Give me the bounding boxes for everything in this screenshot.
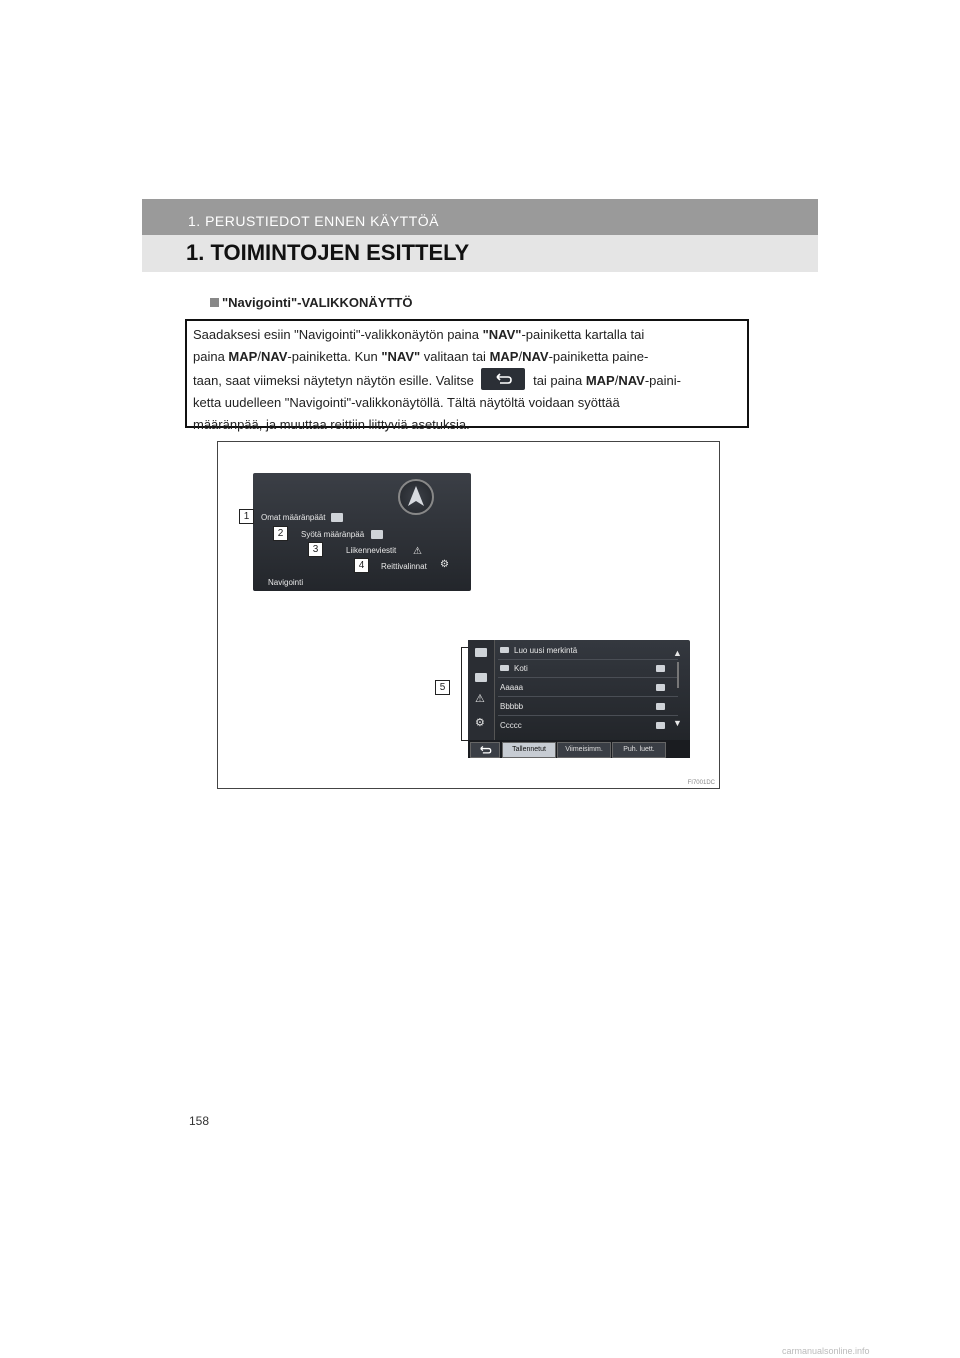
menu-item-own-destinations: Omat määränpäät bbox=[261, 513, 326, 522]
note-text: määränpää, ja muuttaa reittiin liittyviä asetuksia. bbox=[193, 417, 470, 432]
note-text: -painiketta. Kun bbox=[287, 349, 382, 364]
callout-1: 1 bbox=[239, 509, 254, 524]
destinations-icon bbox=[331, 513, 343, 522]
list-item-label: Bbbbb bbox=[500, 702, 524, 711]
note-text: / bbox=[614, 373, 619, 388]
note-text: / bbox=[518, 349, 523, 364]
note-key: "NAV" bbox=[482, 327, 522, 342]
note-text: tai paina bbox=[529, 373, 586, 388]
callout-4: 4 bbox=[354, 558, 369, 573]
note-key: MAP bbox=[489, 349, 519, 364]
note-key: MAP bbox=[228, 349, 258, 364]
new-entry-icon bbox=[500, 647, 509, 653]
tab-recent: Viimeisimm. bbox=[557, 742, 611, 758]
home-icon bbox=[500, 665, 509, 671]
scroll-down-icon: ▼ bbox=[673, 718, 682, 728]
keyboard-icon bbox=[475, 673, 487, 682]
note-key: NAV bbox=[618, 373, 645, 388]
instruction-box bbox=[185, 319, 749, 432]
note-text: -painiketta kartalla tai bbox=[521, 327, 645, 342]
keyboard-icon bbox=[371, 530, 383, 539]
callout-5: 5 bbox=[435, 680, 450, 695]
menu-item-route-options: Reittivalinnat bbox=[381, 562, 427, 571]
note-text: taan, saat viimeksi näytetyn näytön esille. Valitse bbox=[193, 373, 478, 388]
callout-3: 3 bbox=[308, 542, 323, 557]
callout-bracket bbox=[461, 647, 468, 741]
traffic-warning-icon: ⚠ bbox=[475, 693, 485, 705]
gear-icon: ⚙ bbox=[440, 559, 449, 570]
gear-icon: ⚙ bbox=[475, 717, 485, 729]
watermark: carmanualsonline.info bbox=[782, 1346, 870, 1356]
figure-navigation-screens bbox=[217, 441, 720, 789]
edit-icon bbox=[656, 722, 665, 729]
note-text: ketta uudelleen "Navigointi"-valikkonäytöllä. Tältä näytöltä voidaan syöttää bbox=[193, 395, 620, 410]
screen-title-navigation: Navigointi bbox=[268, 578, 304, 587]
note-text: valitaan tai bbox=[420, 349, 490, 364]
list-item-label: Luo uusi merkintä bbox=[514, 646, 578, 655]
back-arrow-icon bbox=[493, 372, 513, 386]
note-key: "NAV" bbox=[381, 349, 421, 364]
section-title: 1. TOIMINTOJEN ESITTELY bbox=[186, 240, 470, 265]
destination-list-screen bbox=[468, 640, 690, 758]
subheading-text: "Navigointi"-VALIKKONÄYTTÖ bbox=[222, 295, 413, 310]
scrollbar-thumb bbox=[677, 662, 679, 688]
back-button-image bbox=[470, 742, 500, 758]
menu-item-traffic: Liikenneviestit bbox=[346, 546, 397, 555]
tab-phonebook: Puh. luett. bbox=[612, 742, 666, 758]
figure-id: FI7001DC bbox=[687, 780, 715, 786]
edit-icon bbox=[656, 684, 665, 691]
tab-bar bbox=[468, 740, 690, 758]
list-sidebar bbox=[468, 640, 495, 740]
scroll-up-icon: ▲ bbox=[673, 648, 682, 658]
note-key: NAV bbox=[260, 349, 288, 364]
subheading bbox=[210, 295, 412, 310]
note-text: -painiketta paine- bbox=[548, 349, 649, 364]
note-key: MAP bbox=[585, 373, 615, 388]
list-item bbox=[498, 660, 678, 678]
compass-arrow-icon bbox=[398, 479, 434, 515]
back-button-image bbox=[481, 368, 525, 390]
note-text: / bbox=[257, 349, 261, 364]
list-item-label: Ccccc bbox=[500, 721, 522, 730]
note-key: NAV bbox=[522, 349, 549, 364]
traffic-warning-icon: ⚠ bbox=[413, 546, 422, 557]
note-text: Saadaksesi esiin "Navigointi"-valikkonäytön paina bbox=[193, 327, 483, 342]
list-item-label: Aaaaa bbox=[500, 683, 524, 692]
destinations-icon bbox=[475, 648, 487, 657]
list-item bbox=[498, 698, 678, 716]
page-number: 158 bbox=[189, 1114, 210, 1128]
note-text: paina bbox=[193, 349, 229, 364]
back-arrow-icon bbox=[477, 745, 493, 755]
list-item bbox=[498, 642, 678, 660]
list-item-label: Koti bbox=[514, 664, 528, 673]
edit-icon bbox=[656, 665, 665, 672]
note-text: -paini- bbox=[644, 373, 681, 388]
callout-2: 2 bbox=[273, 526, 288, 541]
list-item bbox=[498, 717, 678, 734]
menu-item-enter-destination: Syötä määränpää bbox=[301, 530, 365, 539]
tab-saved: Tallennetut bbox=[502, 742, 556, 758]
chapter-title: 1. PERUSTIEDOT ENNEN KÄYTTÖÄ bbox=[188, 213, 440, 229]
edit-icon bbox=[656, 703, 665, 710]
square-bullet-icon bbox=[210, 298, 219, 307]
list-item bbox=[498, 679, 678, 697]
